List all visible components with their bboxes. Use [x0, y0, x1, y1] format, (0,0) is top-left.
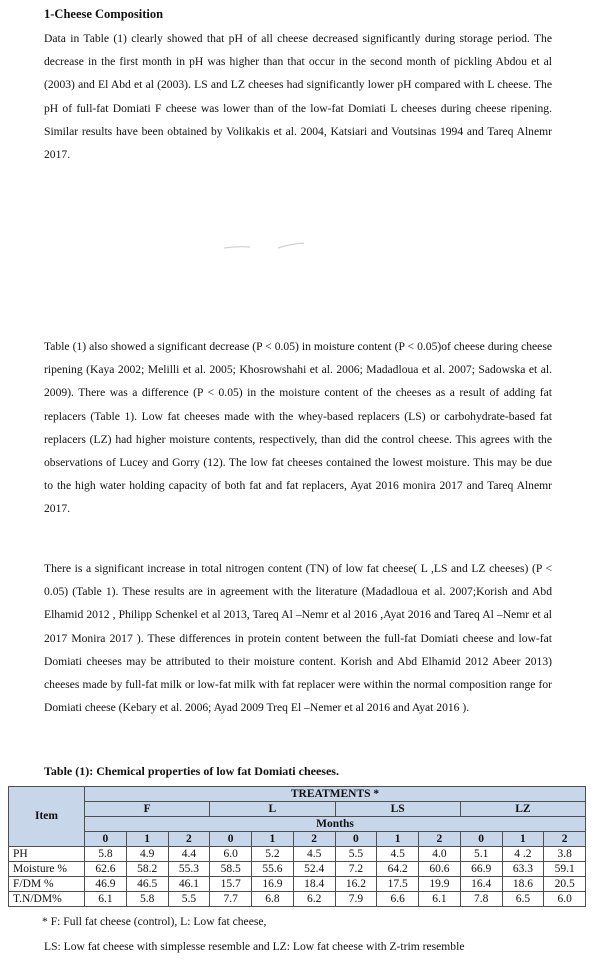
- table-cell: 60.6: [419, 862, 461, 877]
- paragraph-nitrogen: There is a significant increase in total nitrogen content (TN) of low fat cheese( L ,LS and LZ cheeses) (P < 0.05) (Table 1). These results are in agreement with the literature (Madadloua et al. 2007;Korish and Abd Elhamid 2012 , Philipp Schenkel et al 2013, Tareq Al –Nemr et al 2016 ,Ayat 2016 and Tareq Al –Nemr et al 2017 Monira 2017 ). These differences in protein content between the full-fat Domiati cheese and low-fat Domiati cheeses may be attributed to their moisture content. Korish and Abd Elhamid 2012 Abeer 2013) cheeses made by full-fat milk or low-fat milk with fat replacer were within the normal composition range for Domiati cheese (Kebary et al. 2006; Ayad 2009 Treq El –Nemer et al 2016 and Ayat 2016 ).: [44, 562, 552, 715]
- table-cell: 6.5: [502, 892, 544, 907]
- month-cell: 0: [335, 832, 377, 847]
- table-cell: 16.2: [335, 877, 377, 892]
- table-cell: 6.6: [377, 892, 419, 907]
- table-cell: 58.2: [126, 862, 168, 877]
- scan-artifact-mark: [220, 240, 310, 254]
- paragraph-ph: Data in Table (1) clearly showed that pH of all cheese decreased significantly during storage period. The decrease in the first month in pH was higher than that occur in the second month of pickling Abdou et al (2003) and El Abd et al (2003). LS and LZ cheeses had significantly lower pH compared with L cheese. The pH of full-fat Domiati F cheese was lower than of the low-fat Domiati L cheeses during cheese ripening. Similar results have been obtained by Volikakis et al. 2004, Katsiari and Voutsinas 1994 and Tareq Alnemr 2017.: [44, 32, 552, 162]
- table-cell: 3.8: [544, 847, 586, 862]
- table-cell: 4.5: [377, 847, 419, 862]
- table-footnote-1: * F: Full fat cheese (control), L: Low fat cheese,: [42, 915, 267, 928]
- paragraph-moisture: Table (1) also showed a significant decrease (P < 0.05) in moisture content (P < 0.05)of cheese during cheese ripening (Kaya 2002; Melilli et al. 2005; Khosrowshahi et al. 2006; Madadloua et al. 2007; Sadowska et al. 2009). There was a difference (P < 0.05) in the moisture content of the cheeses as a result of adding fat replacers (Table 1). Low fat cheeses made with the whey-based replacers (LS) or carbohydrate-based fat replacers (LZ) had higher moisture contents, respectively, than did the control cheese. This agrees with the observations of Lucey and Gorry (12). The low fat cheeses contained the lowest moisture. This may be due to the high water holding capacity of both fat and fat replacers, Ayat 2016 monira 2017 and Tareq Alnemr 2017.: [44, 340, 552, 516]
- table-cell: 18.6: [502, 877, 544, 892]
- treatments-header: TREATMENTS *: [85, 787, 586, 802]
- table-cell: 16.4: [460, 877, 502, 892]
- table-cell: 52.4: [293, 862, 335, 877]
- row-label: F/DM %: [9, 877, 85, 892]
- table-cell: 6.1: [85, 892, 127, 907]
- table-cell: 62.6: [85, 862, 127, 877]
- row-label: T.N/DM%: [9, 892, 85, 907]
- table-cell: 5.1: [460, 847, 502, 862]
- item-header: Item: [9, 787, 85, 847]
- table-cell: 16.9: [252, 877, 294, 892]
- group-header-lz: LZ: [460, 802, 585, 817]
- table-row-tndm: [9, 892, 586, 907]
- table-cell: 59.1: [544, 862, 586, 877]
- month-cell: 1: [502, 832, 544, 847]
- table-cell: 6.0: [544, 892, 586, 907]
- table-cell: 55.6: [252, 862, 294, 877]
- table-cell: 19.9: [419, 877, 461, 892]
- group-header-ls: LS: [335, 802, 460, 817]
- month-cell: 0: [210, 832, 252, 847]
- group-header-f: F: [85, 802, 210, 817]
- table-cell: 4 .2: [502, 847, 544, 862]
- month-cell: 2: [544, 832, 586, 847]
- table-cell: 46.1: [168, 877, 210, 892]
- table-cell: 6.8: [252, 892, 294, 907]
- section-heading: 1-Cheese Composition: [44, 7, 164, 21]
- row-label: PH: [9, 847, 85, 862]
- chemical-properties-table: [8, 786, 586, 907]
- table-cell: 4.9: [126, 847, 168, 862]
- table-footnote-2: LS: Low fat cheese with simplesse resemble and LZ: Low fat cheese with Z-trim resemble: [44, 940, 465, 953]
- table-cell: 5.8: [85, 847, 127, 862]
- table-cell: 58.5: [210, 862, 252, 877]
- table-cell: 5.8: [126, 892, 168, 907]
- table-cell: 6.2: [293, 892, 335, 907]
- month-cell: 1: [126, 832, 168, 847]
- table-cell: 66.9: [460, 862, 502, 877]
- table-cell: 46.9: [85, 877, 127, 892]
- table-cell: 6.0: [210, 847, 252, 862]
- table-title: Table (1): Chemical properties of low fat Domiati cheeses.: [44, 764, 339, 778]
- month-cell: 2: [293, 832, 335, 847]
- months-header: Months: [85, 817, 586, 832]
- table-row-fdm: [9, 877, 586, 892]
- table-cell: 6.1: [419, 892, 461, 907]
- month-cell: 1: [377, 832, 419, 847]
- table-cell: 4.5: [293, 847, 335, 862]
- table-cell: 5.5: [335, 847, 377, 862]
- table-cell: 46.5: [126, 877, 168, 892]
- month-cell: 0: [460, 832, 502, 847]
- table-cell: 5.2: [252, 847, 294, 862]
- table-cell: 17.5: [377, 877, 419, 892]
- table-cell: 4.4: [168, 847, 210, 862]
- table-cell: 63.3: [502, 862, 544, 877]
- table-row-ph: [9, 847, 586, 862]
- month-cell: 2: [419, 832, 461, 847]
- table-cell: 64.2: [377, 862, 419, 877]
- table-cell: 20.5: [544, 877, 586, 892]
- table-cell: 5.5: [168, 892, 210, 907]
- month-cell: 0: [85, 832, 127, 847]
- month-cell: 2: [168, 832, 210, 847]
- group-header-l: L: [210, 802, 335, 817]
- row-label: Moisture %: [9, 862, 85, 877]
- table-cell: 7.7: [210, 892, 252, 907]
- table-cell: 55.3: [168, 862, 210, 877]
- table-cell: 7.2: [335, 862, 377, 877]
- table-cell: 7.8: [460, 892, 502, 907]
- table-cell: 7.9: [335, 892, 377, 907]
- table-row-moisture: [9, 862, 586, 877]
- table-cell: 15.7: [210, 877, 252, 892]
- table-cell: 18.4: [293, 877, 335, 892]
- table-cell: 4.0: [419, 847, 461, 862]
- month-cell: 1: [252, 832, 294, 847]
